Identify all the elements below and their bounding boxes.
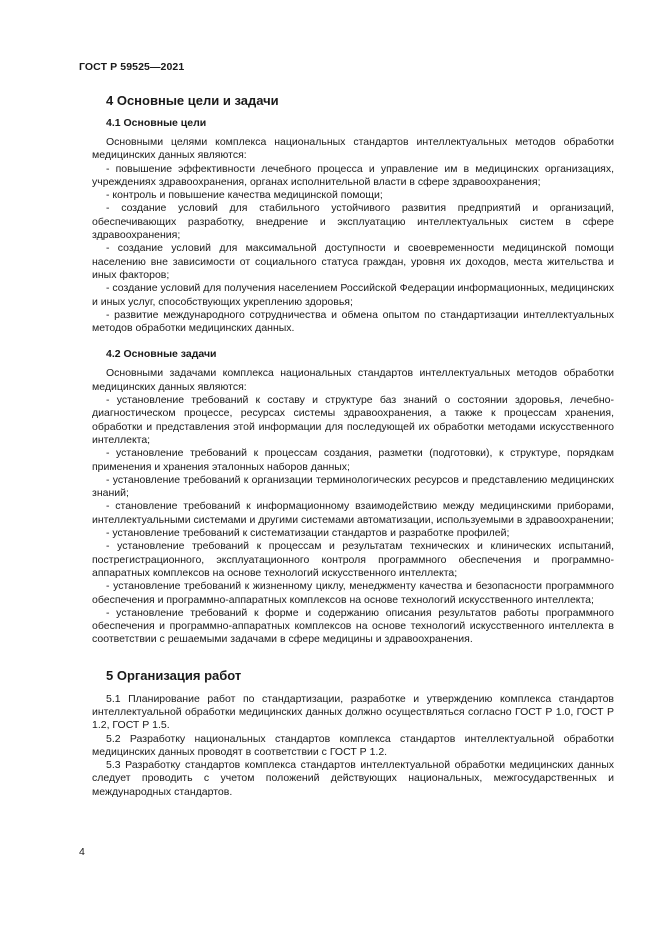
subsection-4-2-title: 4.2 Основные задачи bbox=[106, 348, 217, 361]
list-item: - установление требований к систематизации стандартов и разработке профилей; bbox=[106, 527, 510, 540]
list-item: - контроль и повышение качества медицинской помощи; bbox=[106, 189, 383, 202]
section-5-title: 5 Организация работ bbox=[106, 667, 242, 683]
list-item: - создание условий для получения населением Российской Федерации информационных, медицинских и иных услуг, способствующих укреплению здоровья; bbox=[92, 282, 614, 308]
standard-header: ГОСТ Р 59525—2021 bbox=[79, 61, 185, 73]
list-item: - установление требований к жизненному циклу, менеджменту качества и безопасности программного обеспечения и программно-аппаратных комплексов на основе технологий искусственного интеллекта; bbox=[92, 580, 614, 606]
list-item: - установление требований к форме и содержанию описания результатов работы программного обеспечения и программно-аппаратных комплексов на основе технологий искусственного интеллекта в соответствии с решаемыми задачами в сфере медицины и здравоохранения. bbox=[92, 606, 614, 646]
paragraph: 5.2 Разработку национальных стандартов комплекса стандартов интеллектуальной обработки медицинских данных проводят в соответствии с ГОСТ Р 1.2. bbox=[92, 732, 614, 758]
list-item: - создание условий для стабильного устойчивого развития предприятий и организаций, обеспечивающих разработку, внедрение и эксплуатацию интеллектуальных систем в сфере здравоохранения; bbox=[92, 202, 614, 242]
list-item: - создание условий для максимальной доступности и своевременности медицинской помощи населению вне зависимости от социального статуса граждан, уровня их доходов, места жительства и иных факторов; bbox=[92, 242, 614, 281]
subsection-4-1-title: 4.1 Основные цели bbox=[106, 117, 207, 129]
list-item: - установление требований к процессам создания, разметки (подготовки), к структуре, порядкам применения и хранения эталонных наборов данных; bbox=[92, 447, 614, 473]
paragraph: Основными задачами комплекса национальных стандартов интеллектуальных методов обработки медицинских данных являются: bbox=[92, 367, 614, 393]
document-body bbox=[92, 92, 614, 799]
list-item: - становление требований к информационному взаимодействию между медицинскими приборами, интеллектуальными системами и другими системами автоматизации, используемыми в здравоохранении; bbox=[92, 500, 614, 526]
list-item: - установление требований к составу и структуре баз знаний о состоянии здоровья, лечебно-диагностическом процессе, ресурсах системы здравоохранения, а также к процессам хранения, обработки и представления этой информации для последующей их обработки методами искусственного интеллекта; bbox=[92, 394, 614, 446]
list-item: - установление требований к процессам и результатам технических и клинических испытаний, пострегистрационного, эксплуатационного контроля программного обеспечения и программно-аппаратных комплексов на основе технологий искусственного интеллекта; bbox=[92, 540, 614, 579]
section-4-title: 4 Основные цели и задачи bbox=[106, 93, 279, 108]
paragraph: 5.3 Разработку стандартов комплекса стандартов интеллектуальной обработки медицинских данных следует проводить с учетом положений действующих национальных, межгосударственных и международных стандартов. bbox=[92, 759, 614, 798]
list-item: - развитие международного сотрудничества и обмена опытом по стандартизации интеллектуальных методов обработки медицинских данных. bbox=[92, 308, 614, 335]
list-item: - установление требований к организации терминологических ресурсов и представлению медицинских знаний; bbox=[92, 473, 614, 500]
paragraph: Основными целями комплекса национальных стандартов интеллектуальных методов обработки медицинских данных являются: bbox=[92, 136, 614, 162]
paragraph: 5.1 Планирование работ по стандартизации, разработке и утверждению комплекса стандартов интеллектуальной обработки медицинских данных должно осуществляться согласно ГОСТ Р 1.0, ГОСТ Р 1.2, ГОСТ Р 1.5. bbox=[92, 692, 614, 732]
page-number: 4 bbox=[79, 846, 85, 858]
list-item: - повышение эффективности лечебного процесса и управление им в медицинских организациях, учреждениях здравоохранения, органах исполнительной власти в сфере здравоохранения; bbox=[92, 162, 614, 188]
